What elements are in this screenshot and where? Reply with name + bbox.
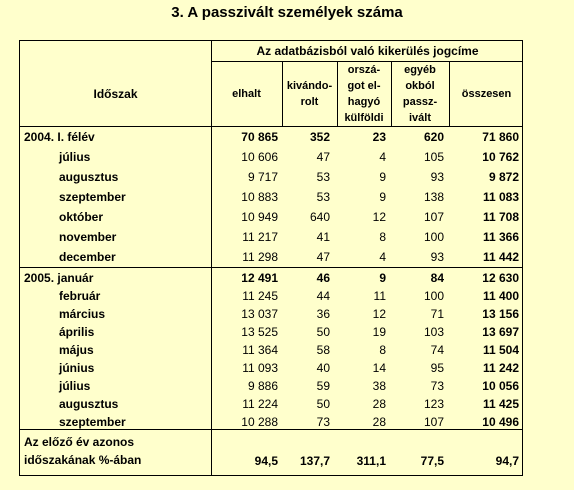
row-total: 71 860: [482, 130, 519, 144]
row-label: február: [59, 289, 101, 303]
row-value: 107: [423, 210, 444, 224]
row-value: 23: [372, 130, 386, 144]
row-total: 11 425: [482, 397, 519, 411]
row-label: 2005. január: [24, 271, 94, 285]
row-value: 4: [379, 250, 386, 264]
table-row: [20, 358, 524, 378]
table-row: [20, 394, 524, 414]
row-value: 38: [372, 379, 386, 393]
table-row: [20, 412, 524, 432]
row-total: 11 504: [482, 343, 519, 357]
footer-label-line2: időszakának %-ában: [24, 453, 142, 467]
row-value: 4: [379, 150, 386, 164]
row-label: szeptember: [59, 415, 126, 429]
row-value: 53: [316, 170, 330, 184]
row-value: 47: [316, 250, 330, 264]
row-total: 10 496: [482, 415, 519, 429]
table-row: [20, 247, 524, 267]
row-value: 13 037: [241, 307, 278, 321]
row-total: 11 083: [482, 190, 519, 204]
row-value: 40: [316, 361, 330, 375]
row-label: május: [59, 343, 94, 357]
col-header-egyeb: [391, 62, 449, 126]
col-header-line: hagyó: [347, 96, 381, 108]
row-total: 9 872: [488, 170, 519, 184]
group-header: Az adatbázisból való kikerülés jogcíme: [256, 44, 479, 58]
row-value: 11 298: [242, 250, 278, 264]
footer-value: 94,5: [254, 454, 278, 468]
col-header-orszagot-elhagyo: [337, 62, 391, 126]
col-header-line: elhalt: [232, 88, 261, 100]
row-total: 10 056: [482, 379, 519, 393]
row-value: 620: [423, 130, 444, 144]
row-label: július: [59, 379, 91, 393]
row-value: 10 606: [241, 150, 278, 164]
col-header-line: ivált: [408, 112, 431, 124]
table-row: [20, 268, 524, 288]
row-total: 11 442: [482, 250, 519, 264]
row-value: 11 224: [242, 397, 278, 411]
row-value: 105: [423, 150, 444, 164]
row-value: 9: [379, 170, 386, 184]
table-row: [20, 207, 524, 227]
col-header-elhalt: [211, 86, 282, 102]
row-label: június: [59, 361, 95, 375]
row-total: 13 697: [482, 325, 519, 339]
row-value: 10 883: [241, 190, 278, 204]
row-value: 100: [423, 289, 444, 303]
footer-value: 94,7: [495, 454, 519, 468]
row-value: 12: [372, 307, 386, 321]
row-value: 14: [372, 361, 386, 375]
row-total: 10 762: [482, 150, 519, 164]
row-value: 84: [430, 271, 444, 285]
row-label: március: [59, 307, 106, 321]
row-value: 10 288: [241, 415, 278, 429]
table-row: [20, 286, 524, 306]
row-value: 103: [423, 325, 444, 339]
row-total: 11 400: [482, 289, 519, 303]
row-value: 138: [423, 190, 444, 204]
col-header-line: orszá-: [347, 64, 381, 76]
row-value: 41: [316, 230, 330, 244]
col-header-line: rolt: [300, 96, 319, 108]
row-value: 9 886: [247, 379, 278, 393]
data-table: [19, 40, 523, 476]
row-value: 73: [430, 379, 444, 393]
row-value: 70 865: [241, 130, 278, 144]
row-label: augusztus: [59, 170, 119, 184]
period-header: Időszak: [93, 87, 138, 101]
row-value: 93: [430, 170, 444, 184]
footer-value: 137,7: [299, 454, 330, 468]
col-header-osszesen: [449, 86, 524, 102]
row-value: 36: [316, 307, 330, 321]
row-total: 11 708: [482, 210, 519, 224]
row-value: 11: [373, 289, 386, 303]
table-row: [20, 340, 524, 360]
page-title: 3. A passzivált személyek száma: [171, 4, 403, 21]
row-value: 11 217: [242, 230, 278, 244]
row-value: 74: [430, 343, 444, 357]
col-header-line: külföldi: [344, 112, 384, 124]
row-label: október: [59, 210, 104, 224]
row-total: 12 630: [482, 271, 519, 285]
row-label: november: [59, 230, 117, 244]
table-row: [20, 167, 524, 187]
row-value: 50: [316, 325, 330, 339]
footer-value: 77,5: [420, 454, 444, 468]
table-row: [20, 304, 524, 324]
row-value: 8: [379, 343, 386, 357]
row-value: 71: [430, 307, 444, 321]
row-value: 73: [316, 415, 330, 429]
row-value: 352: [309, 130, 330, 144]
col-header-line: okból: [405, 80, 435, 92]
row-value: 44: [316, 289, 330, 303]
col-header-kivandorolt: [282, 78, 337, 110]
row-value: 93: [430, 250, 444, 264]
row-label: július: [59, 150, 91, 164]
row-value: 9: [379, 190, 386, 204]
row-label: augusztus: [59, 397, 119, 411]
row-value: 13 525: [241, 325, 278, 339]
col-header-line: összesen: [461, 88, 512, 100]
row-value: 11 245: [242, 289, 278, 303]
table-row: [20, 376, 524, 396]
row-label: december: [59, 250, 116, 264]
row-value: 9 717: [247, 170, 278, 184]
row-value: 11 364: [242, 343, 278, 357]
row-value: 640: [309, 210, 330, 224]
col-header-line: kivándo-: [286, 80, 333, 92]
row-label: szeptember: [59, 190, 126, 204]
row-value: 28: [372, 415, 386, 429]
row-value: 100: [423, 230, 444, 244]
row-value: 46: [316, 271, 330, 285]
table-row: [20, 127, 524, 147]
row-value: 107: [423, 415, 444, 429]
row-value: 10 949: [241, 210, 278, 224]
table-row: [20, 227, 524, 247]
row-value: 8: [379, 230, 386, 244]
row-total: 11 366: [482, 230, 519, 244]
row-value: 58: [316, 343, 330, 357]
col-header-line: passz-: [402, 96, 438, 108]
row-label: 2004. I. félév: [24, 130, 95, 144]
row-total: 11 242: [482, 361, 519, 375]
col-header-line: got el-: [347, 80, 381, 92]
row-value: 28: [372, 397, 386, 411]
table-row: [20, 187, 524, 207]
footer-label-line1: Az előző év azonos: [24, 435, 135, 449]
footer-row: [20, 433, 524, 473]
row-value: 95: [430, 361, 444, 375]
row-value: 53: [316, 190, 330, 204]
row-value: 47: [316, 150, 330, 164]
table-row: [20, 147, 524, 167]
row-value: 9: [379, 271, 386, 285]
row-value: 11 093: [242, 361, 278, 375]
row-value: 12 491: [241, 271, 278, 285]
row-value: 50: [316, 397, 330, 411]
footer-value: 311,1: [356, 454, 386, 468]
table-row: [20, 322, 524, 342]
row-value: 123: [423, 397, 444, 411]
row-value: 19: [372, 325, 386, 339]
row-value: 12: [372, 210, 386, 224]
row-label: április: [59, 325, 95, 339]
row-value: 59: [316, 379, 330, 393]
row-total: 13 156: [482, 307, 519, 321]
col-header-line: egyéb: [404, 64, 436, 76]
